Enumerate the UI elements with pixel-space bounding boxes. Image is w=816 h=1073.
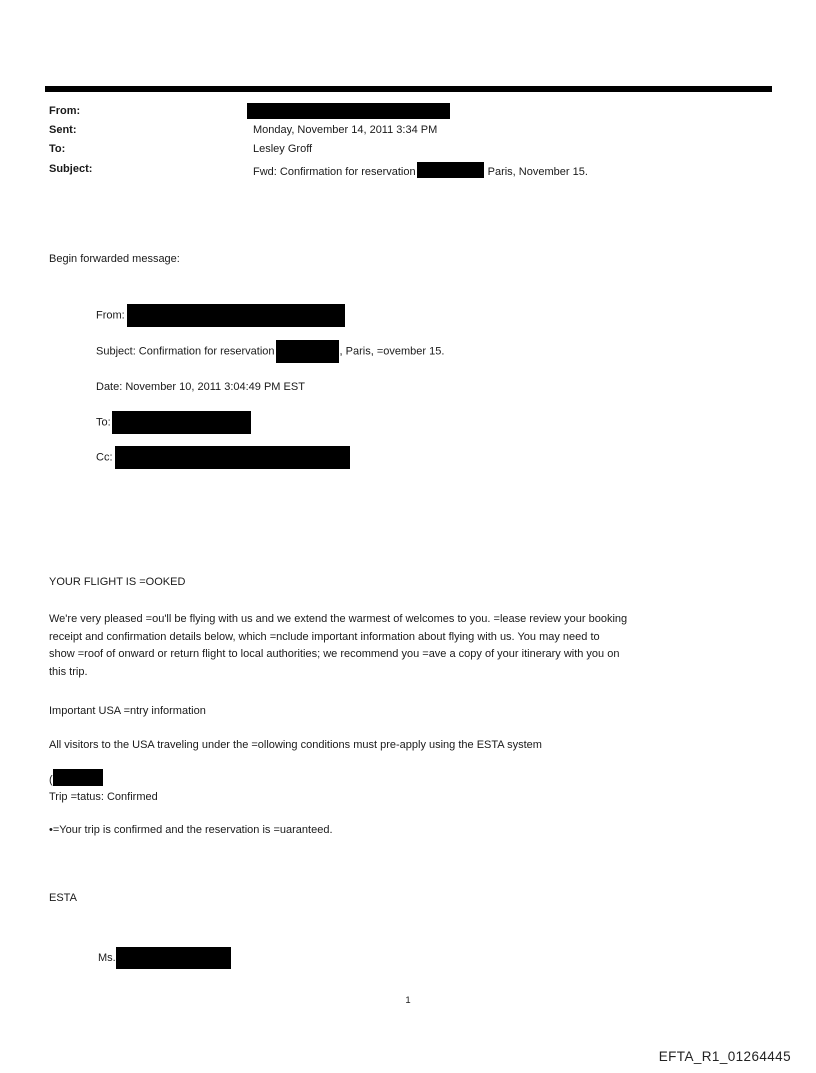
- forwarded-to-label: To:: [96, 416, 111, 429]
- sent-label: Sent:: [49, 124, 77, 136]
- forwarded-subject-before: Subject: Confirmation for reservation: [96, 345, 275, 358]
- booking-paragraph-line2: receipt and confirmation details below, which =nclude important information about flying with us. You may need to: [49, 630, 600, 643]
- forwarded-cc-label: Cc:: [96, 451, 113, 464]
- to-label: To:: [49, 143, 66, 155]
- redaction-paren-content: [53, 769, 103, 786]
- from-label: From:: [49, 105, 81, 117]
- subject-label: Subject:: [49, 163, 93, 175]
- forwarded-date-row: Date: November 10, 2011 3:04:49 PM EST: [96, 381, 305, 393]
- header-divider-bar: [45, 86, 772, 92]
- forwarded-subject-row: [96, 340, 444, 363]
- redaction-forwarded-from: [127, 304, 345, 327]
- forwarded-from-row: [96, 304, 345, 327]
- booking-paragraph-line3: show =roof of onward or return flight to local authorities; we recommend you =ave a copy of your itinerary with you on: [49, 648, 620, 661]
- redaction-from-sender: [247, 103, 450, 119]
- booking-paragraph: [49, 611, 627, 681]
- subject-value-after: Paris, November 15.: [487, 166, 588, 178]
- esta-heading: ESTA: [49, 892, 77, 904]
- trip-status-line: Trip =tatus: Confirmed: [49, 791, 158, 803]
- usa-entry-heading: Important USA =ntry information: [49, 705, 206, 717]
- forwarded-cc-row: [96, 446, 350, 469]
- page-number: 1: [405, 995, 411, 1006]
- paren-redaction-row: [49, 769, 103, 789]
- forwarded-from-label: From:: [96, 309, 125, 322]
- trip-confirmed-bullet: •=Your trip is confirmed and the reservation is =uaranteed.: [49, 824, 333, 836]
- salutation-prefix: Ms.: [98, 952, 116, 964]
- subject-value-before: Fwd: Confirmation for reservation: [253, 166, 416, 178]
- forwarded-subject-after: , Paris, =ovember 15.: [339, 345, 445, 358]
- redaction-forwarded-to: [112, 411, 251, 434]
- booking-paragraph-line1: We're very pleased =ou'll be flying with us and we extend the warmest of welcomes to you. =lease review your booking: [49, 613, 628, 625]
- to-value: Lesley Groff: [253, 143, 313, 155]
- subject-value: [253, 162, 588, 179]
- bates-number: EFTA_R1_01264445: [658, 1049, 791, 1064]
- forwarded-to-row: [96, 411, 251, 434]
- salutation-row: [98, 947, 231, 969]
- redaction-forwarded-reservation-code: [276, 340, 339, 363]
- redaction-subject-reservation-code: [417, 162, 484, 178]
- sent-value: Monday, November 14, 2011 3:34 PM: [253, 124, 438, 136]
- open-paren: (: [49, 774, 53, 786]
- esta-notice: All visitors to the USA traveling under the =ollowing conditions must pre-apply using the ESTA system: [49, 739, 542, 751]
- redaction-salutation-name: [116, 947, 231, 969]
- booking-paragraph-line4: this trip.: [49, 665, 88, 678]
- flight-booked-heading: YOUR FLIGHT IS =OOKED: [49, 576, 186, 588]
- forwarded-intro: Begin forwarded message:: [49, 253, 180, 265]
- redaction-forwarded-cc: [115, 446, 350, 469]
